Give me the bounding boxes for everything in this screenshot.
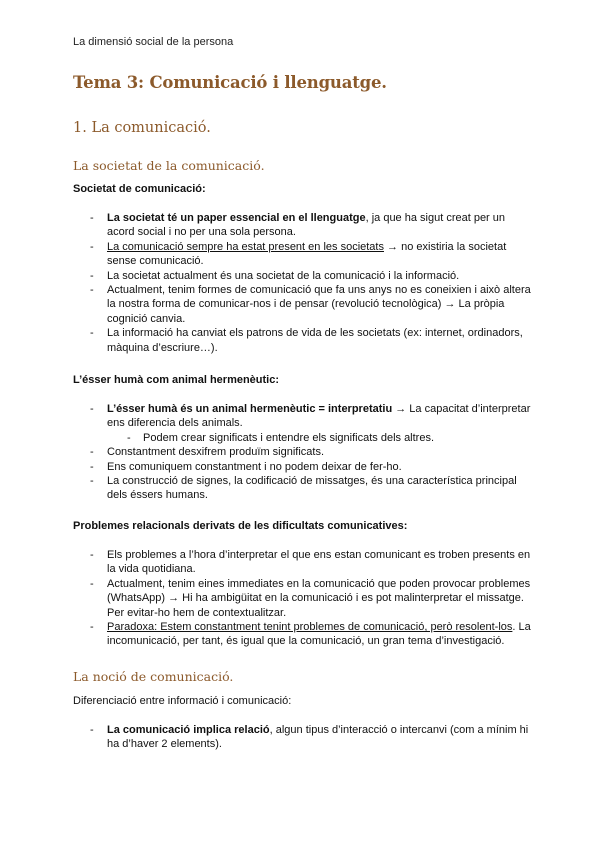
underlined-phrase: Paradoxa: Estem constantment tenint problemes de comunicació, però resolent-los [107, 621, 513, 634]
list-item [73, 577, 533, 620]
item-text: La informació ha canviat els patrons de vida de les societats (ex: internet, ordinadors, màquina d’escriure…). [107, 327, 523, 354]
list-item [73, 548, 533, 577]
item-text: La societat actualment és una societat de la comunicació i la informació. [107, 269, 460, 282]
item-text: , ja que ha sigut creat per un acord social i no per una sola persona. [107, 212, 506, 239]
list-item [73, 474, 533, 503]
item-text: , algun tipus d’interacció o intercanvi (com a mínim hi ha d’haver 2 elements). [107, 724, 529, 751]
list-item [73, 445, 533, 459]
section-heading: 1. La comunicació. [73, 120, 211, 136]
underlined-phrase: La comunicació sempre ha estat present en les societats [107, 240, 384, 253]
list-problemes [73, 548, 533, 649]
heading-societat-comunicacio: Societat de comunicació: [73, 183, 206, 195]
item-text: La construcció de signes, la codificació de missatges, és una característica principal dels éssers humans. [107, 475, 517, 502]
item-text: Ens comuniquem constantment i no podem deixar de fer-ho. [107, 460, 402, 473]
bold-phrase: L’ésser humà és un animal hermenèutic = interpretatiu [107, 403, 393, 415]
list-item [73, 269, 533, 283]
item-text: → La capacitat d’interpretar ens diferencia dels animals. [107, 403, 531, 430]
list-item [73, 460, 533, 474]
page-title: Tema 3: Comunicació i llenguatge. [73, 73, 387, 92]
list-societat [73, 211, 533, 355]
heading-problemes: Problemes relacionals derivats de les dificultats comunicatives: [73, 520, 408, 532]
running-header: La dimensió social de la persona [73, 36, 234, 48]
subsection-title-nocio: La noció de comunicació. [73, 669, 234, 684]
bold-phrase: La societat té un paper essencial en el llenguatge [107, 212, 366, 224]
item-text: → no existiria la societat sense comunicació. [107, 240, 507, 268]
list-nocio [73, 723, 533, 752]
item-text: Actualment, tenim formes de comunicació que fa uns anys no es coneixien i això altera la nostra forma de comunicar-nos i de pensar (revolució tecnològica) → La pròpia cognició canvia. [107, 284, 531, 325]
bold-phrase: La comunicació implica relació [107, 724, 270, 736]
item-text: . La incomunicació, per tant, és igual que la comunicació, un gran tema d’investigació. [107, 621, 531, 648]
item-text: Podem crear significats i entendre els significats dels altres. [143, 431, 435, 444]
list-item [73, 240, 533, 269]
heading-esser-huma: L’ésser humà com animal hermenèutic: [73, 374, 280, 386]
item-text: Actualment, tenim eines immediates en la comunicació que poden provocar problemes (WhatsApp) → Hi ha ambigüitat en la comunicació i es pot malinterpretar el missatge. Per evitar-ho hem de contextualitzar. [107, 577, 531, 619]
list-item [73, 326, 533, 355]
list-item [73, 723, 533, 752]
list-item [73, 620, 533, 649]
intro-nocio: Diferenciació entre informació i comunicació: [73, 695, 292, 707]
list-item [73, 431, 533, 445]
list-esser-huma [73, 402, 533, 503]
list-item [73, 402, 533, 431]
item-text: Els problemes a l’hora d’interpretar el que ens estan comunicant es troben presents en la vida quotidiana. [107, 549, 531, 576]
subsection-title-societat: La societat de la comunicació. [73, 158, 265, 173]
list-item [73, 211, 533, 240]
list-item [73, 283, 533, 326]
item-text: Constantment desxifrem produïm significats. [107, 446, 325, 459]
